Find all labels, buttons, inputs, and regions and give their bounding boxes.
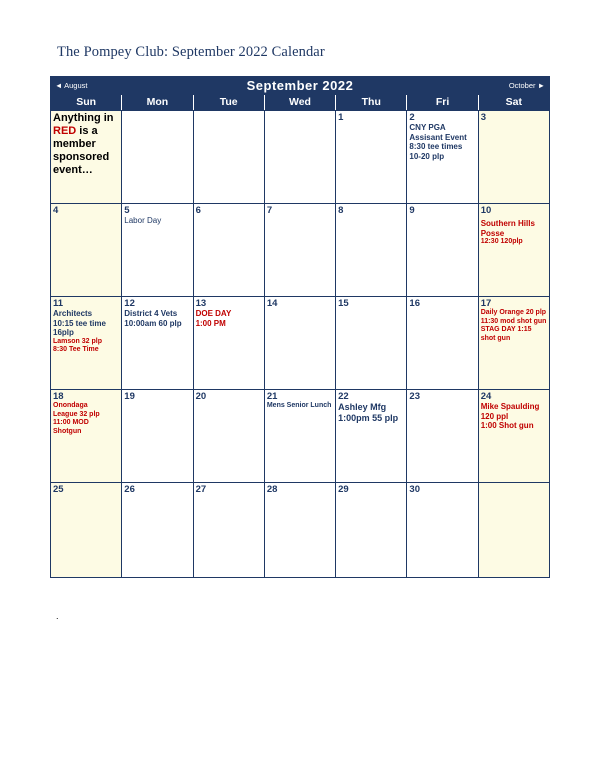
day-cell-empty[interactable] — [194, 111, 265, 203]
event-text: Assisant Event — [409, 132, 467, 142]
weekday-header-fri: Fri — [407, 95, 478, 110]
day-number: 6 — [195, 205, 201, 216]
event-text: 11:30 mod shot gun — [480, 317, 547, 325]
event-text: District 4 Vets — [124, 309, 178, 318]
day-number: 3 — [480, 112, 486, 123]
day-number: 14 — [266, 298, 278, 309]
day-number: 4 — [53, 205, 59, 216]
calendar-week-row — [51, 110, 549, 203]
day-number: 30 — [409, 484, 420, 495]
day-cell-12[interactable] — [122, 297, 193, 389]
trailing-mark: . — [56, 611, 59, 621]
day-number: 1 — [338, 112, 344, 123]
event-text: Lamson 32 plp — [53, 337, 103, 345]
day-cell-6[interactable] — [194, 204, 265, 296]
day-cell-28[interactable] — [265, 483, 336, 577]
day-cell-25[interactable] — [51, 483, 122, 577]
day-number: 18 — [53, 391, 64, 402]
event-text: Daily Orange 20 plp — [480, 309, 547, 316]
legend-note — [53, 112, 119, 177]
event-text: STAG DAY 1:15 shot gun — [480, 326, 532, 342]
day-number: 12 — [124, 298, 135, 309]
day-cell-empty[interactable] — [265, 111, 336, 203]
day-cell-13[interactable] — [194, 297, 265, 389]
day-cell-14[interactable] — [265, 297, 336, 389]
day-cell-30[interactable] — [407, 483, 478, 577]
event-text: Southern Hills — [480, 219, 535, 228]
day-cell-15[interactable] — [336, 297, 407, 389]
weekday-header-mon: Mon — [122, 95, 193, 110]
day-number: 9 — [409, 205, 415, 216]
day-number: 22 — [338, 391, 349, 402]
next-month-link[interactable]: October ► — [508, 81, 545, 90]
day-cell-21[interactable] — [265, 390, 336, 482]
day-cell-10[interactable] — [479, 204, 549, 296]
event-text: 16plp — [53, 328, 74, 337]
weekday-header-wed: Wed — [265, 95, 336, 110]
legend-red-word: RED — [53, 125, 77, 137]
event-text: CNY PGA — [409, 123, 446, 132]
event-text: Ashley Mfg — [338, 402, 387, 412]
day-cell-legend[interactable] — [51, 111, 122, 203]
calendar-week-row — [51, 296, 549, 389]
calendar-week-row — [51, 482, 549, 577]
weekday-header-thu: Thu — [336, 95, 407, 110]
day-number: 16 — [409, 298, 420, 309]
day-number: 25 — [53, 484, 64, 495]
day-cell-9[interactable] — [407, 204, 478, 296]
event-text: Onondaga — [53, 402, 88, 409]
event-text: Labor Day — [124, 216, 162, 225]
event-text: 8:30 Tee Time — [53, 346, 99, 353]
event-text: 1:00 Shot gun — [480, 421, 534, 430]
event-text: 10-20 plp — [409, 151, 445, 161]
day-cell-5[interactable] — [122, 204, 193, 296]
calendar-month-title: September 2022 — [246, 78, 354, 93]
weekday-header-row — [51, 95, 549, 110]
day-cell-8[interactable] — [336, 204, 407, 296]
day-cell-24[interactable] — [479, 390, 549, 482]
page-title: The Pompey Club: September 2022 Calendar — [57, 44, 325, 60]
day-number: 7 — [266, 205, 273, 216]
day-cell-20[interactable] — [194, 390, 265, 482]
day-number: 24 — [480, 391, 492, 402]
event-text: 8:30 tee times — [409, 142, 463, 151]
day-number: 11 — [53, 298, 64, 309]
day-cell-16[interactable] — [407, 297, 478, 389]
day-number: 27 — [195, 484, 207, 495]
prev-month-link[interactable]: ◄ August — [55, 81, 88, 90]
legend-prefix: Anything in — [53, 112, 114, 124]
day-cell-7[interactable] — [265, 204, 336, 296]
day-number: 10 — [480, 205, 492, 216]
event-text: Shotgun — [53, 427, 82, 435]
day-cell-empty[interactable] — [122, 111, 193, 203]
day-number: 15 — [338, 298, 349, 309]
day-cell-19[interactable] — [122, 390, 193, 482]
event-text: Mens Senior Lunch — [266, 402, 332, 409]
day-number: 19 — [124, 391, 135, 402]
day-cell-26[interactable] — [122, 483, 193, 577]
weekday-header-sun: Sun — [51, 95, 122, 110]
day-cell-22[interactable] — [336, 390, 407, 482]
day-cell-17[interactable] — [479, 297, 549, 389]
day-number: 8 — [338, 205, 344, 216]
event-text: 12:30 120plp — [480, 238, 523, 245]
day-number: 20 — [195, 391, 207, 402]
event-text: DOE DAY — [195, 309, 232, 318]
day-cell-23[interactable] — [407, 390, 478, 482]
calendar-widget — [50, 76, 550, 578]
event-text: 11:00 MOD — [53, 419, 89, 426]
day-number: 23 — [409, 391, 420, 402]
day-number: 29 — [338, 484, 349, 495]
event-text: 10:00am 60 plp — [124, 318, 182, 328]
day-number: 21 — [266, 391, 278, 402]
day-cell-1[interactable] — [336, 111, 407, 203]
day-number: 26 — [124, 484, 135, 495]
event-text: Architects — [53, 309, 93, 318]
day-number: 17 — [480, 298, 492, 309]
weekday-header-tue: Tue — [194, 95, 265, 110]
day-number: 28 — [266, 484, 278, 495]
day-number: 5 — [124, 205, 130, 216]
event-text: 1:00pm 55 plp — [338, 412, 399, 423]
event-text: 10:15 tee time — [53, 318, 106, 328]
day-number: 2 — [409, 112, 415, 123]
event-text: 1:00 PM — [195, 318, 226, 328]
calendar-header — [51, 77, 549, 95]
day-cell-empty[interactable] — [479, 483, 549, 577]
calendar-week-row — [51, 389, 549, 482]
event-text: League 32 plp — [53, 410, 100, 418]
weekday-header-sat: Sat — [505, 96, 522, 108]
day-cell-3[interactable] — [479, 111, 549, 203]
legend-suffix: is a member sponsored event… — [53, 125, 110, 176]
day-cell-27[interactable] — [194, 483, 265, 577]
calendar-week-row — [51, 203, 549, 296]
day-cell-29[interactable] — [336, 483, 407, 577]
day-cell-4[interactable] — [51, 204, 122, 296]
day-cell-2[interactable] — [407, 111, 478, 203]
event-text: Mike Spaulding 120 ppl — [480, 402, 540, 421]
day-number: 13 — [195, 298, 207, 309]
event-text: Posse — [480, 228, 505, 238]
day-cell-11[interactable] — [51, 297, 122, 389]
day-cell-18[interactable] — [51, 390, 122, 482]
